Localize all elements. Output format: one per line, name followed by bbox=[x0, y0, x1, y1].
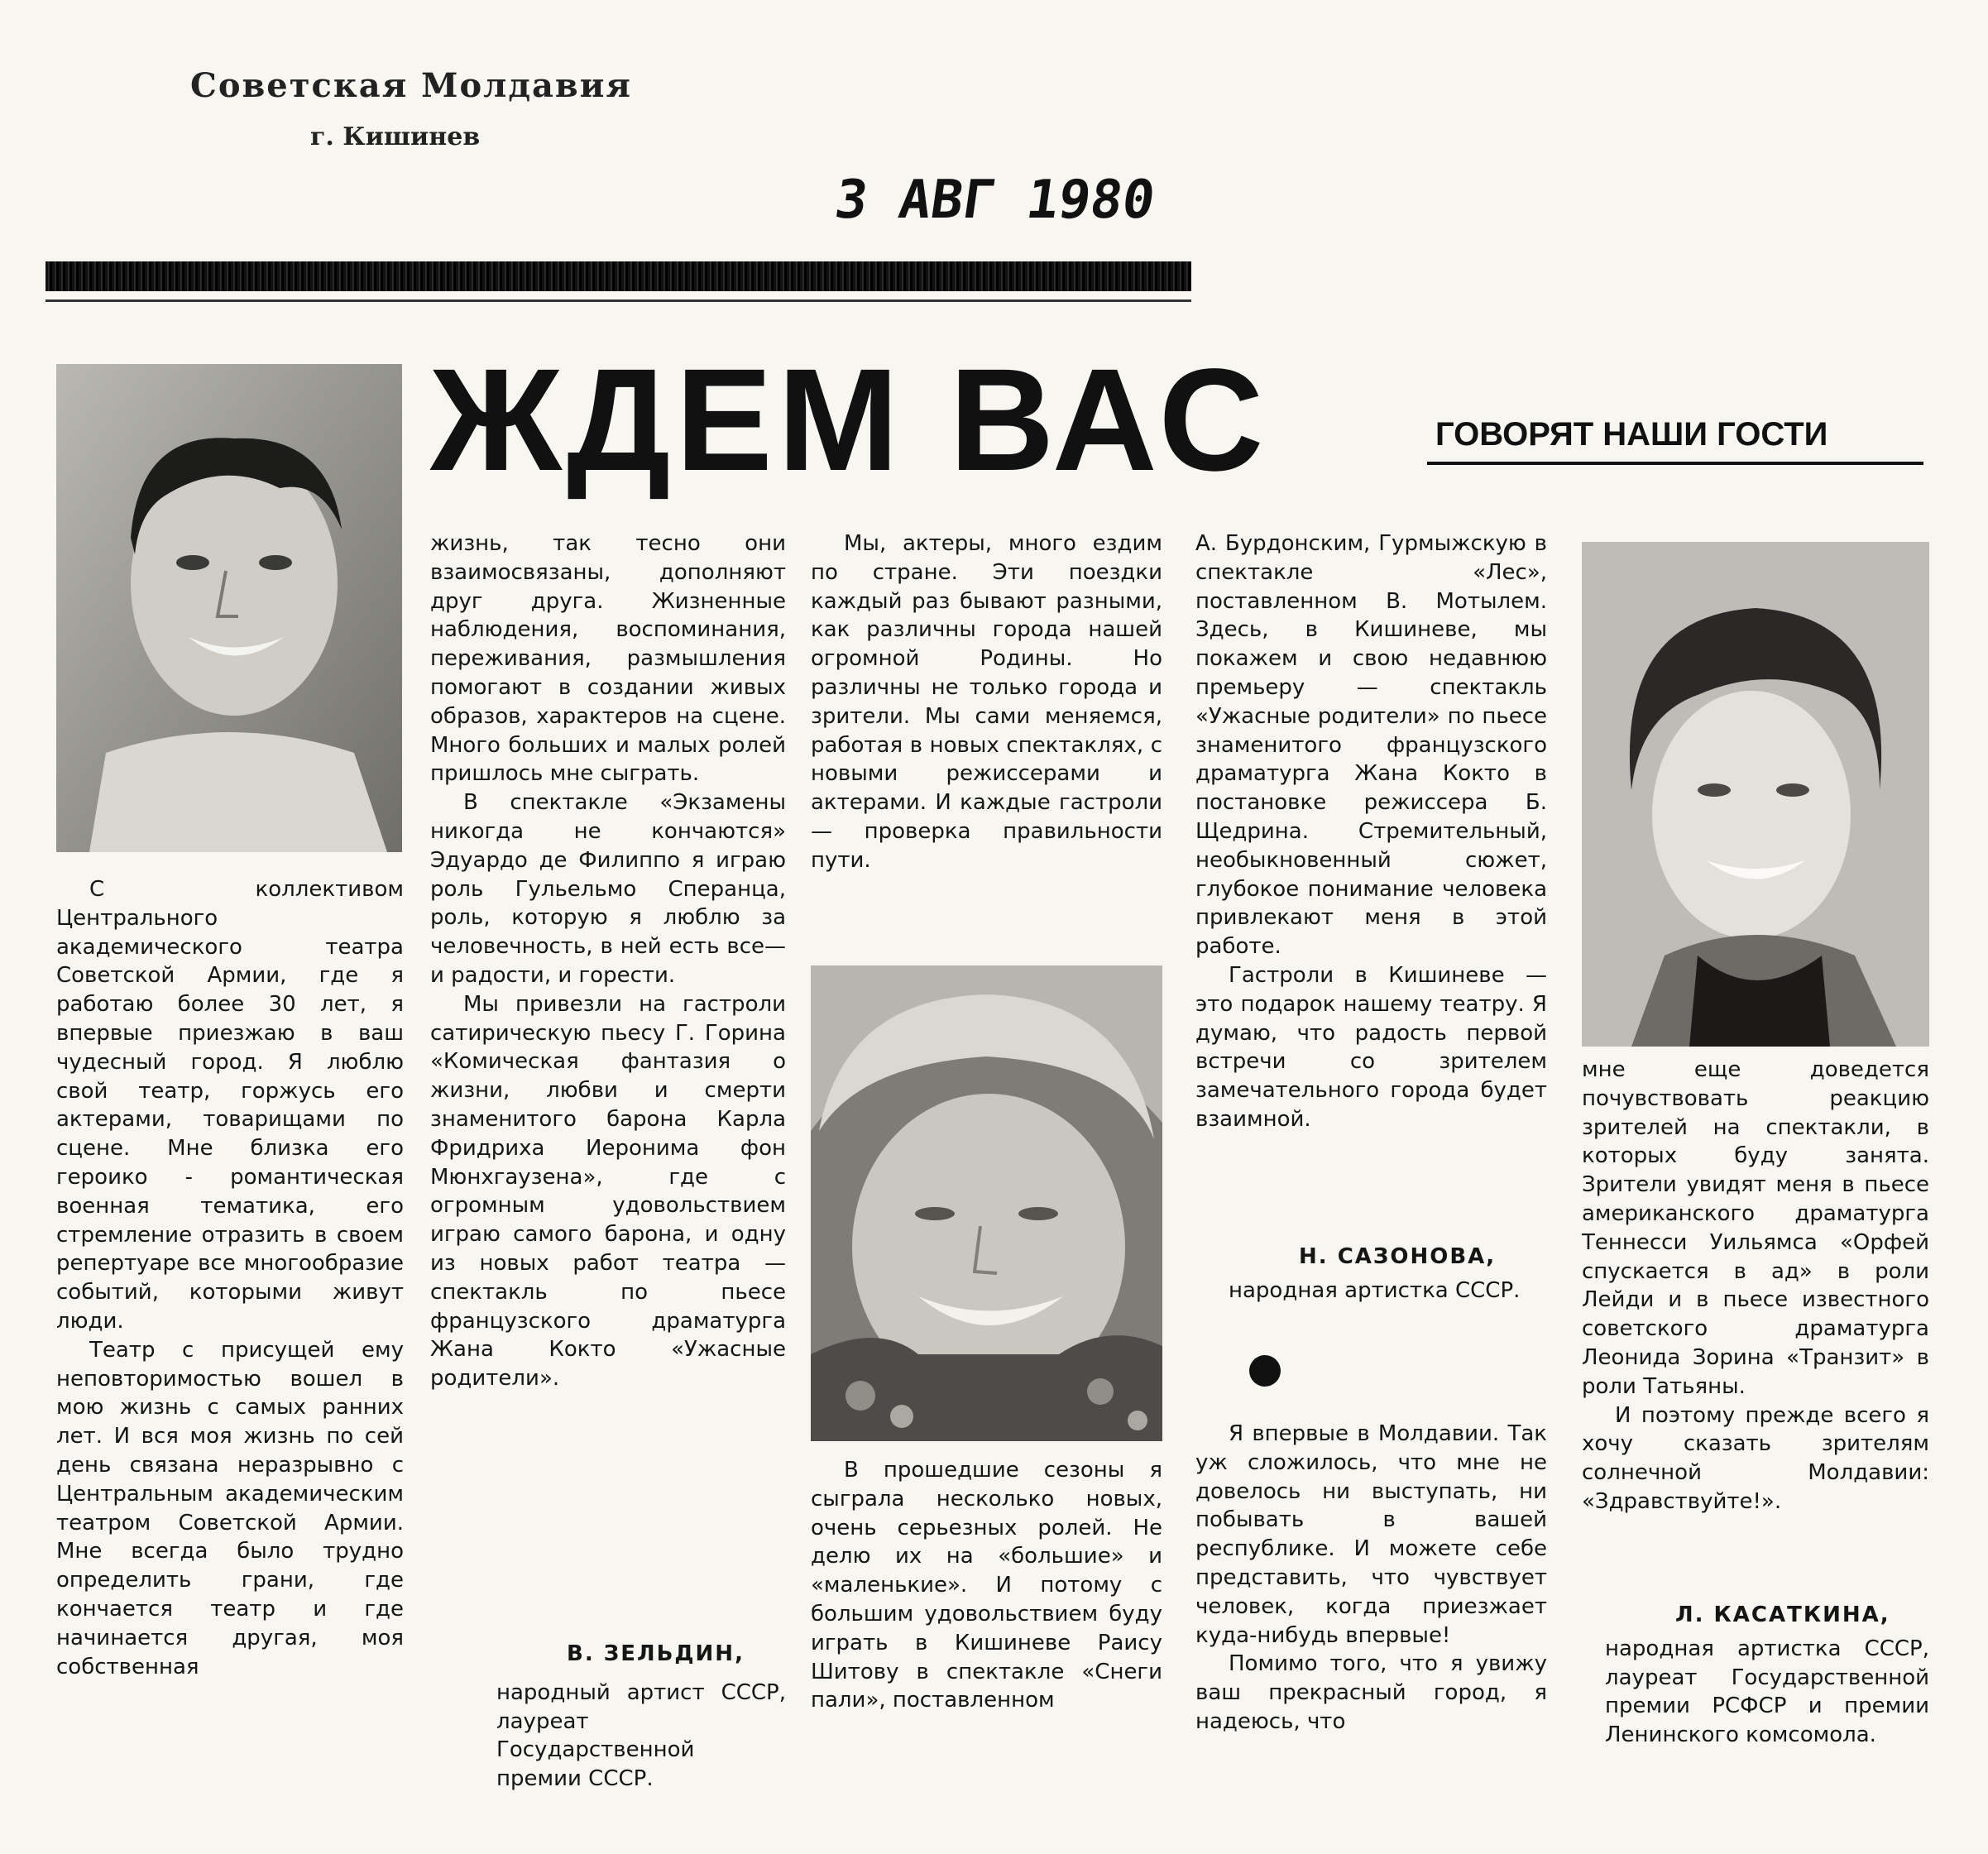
portrait-woman-hat-image bbox=[811, 965, 1162, 1441]
photo-sazonova bbox=[811, 965, 1162, 1441]
paragraph: А. Бурдонским, Гурмыжскую в спектакле «Лес», поставленном В. Мотылем. Здесь, в Кишиневе, мы покажем и свою недавнюю премьеру — спектакль «Ужасные родители» по пьесе знаменитого французского драматурга Жана Кокто в постановке режиссера Б. Щедрина. Стремительный, необыкновенный сюжет, глубокое понимание человека привлекают меня в этой работе. bbox=[1195, 531, 1547, 960]
sazonova-column-bottom bbox=[811, 1456, 1162, 1715]
paragraph: Мы, актеры, много ездим по стране. Эти поездки каждый раз бывают разными, как различны города нашей огромной Родины. Но различны не только города и зрители. Мы сами меняемся, работая в новых спектаклях, с новыми режиссерами и актерами. И каждые гастроли — проверка правильности пути. bbox=[811, 531, 1162, 873]
zeldin-signature bbox=[496, 1640, 786, 1794]
rubric: ГОВОРЯТ НАШИ ГОСТИ bbox=[1435, 416, 1828, 453]
newspaper-name: Советская Молдавия bbox=[190, 66, 632, 105]
paragraph: В прошедшие сезоны я сыграла несколько новых, очень серьезных ролей. Не делю их на «большие» и «маленькие». И потому с большим удовольствием буду играть в Кишиневе Раису Шитову в спектакле «Снеги пали», поставленном bbox=[811, 1458, 1162, 1713]
paragraph: Мы привезли на гастроли сатирическую пьесу Г. Горина «Комическая фантазия о жизни, любви и смерти знаменитого барона Карла Фридриха Иеронима фон Мюнхгаузена», где с огромным удовольствием играю самого барона, и одну из новых работ театра — спектакль по пьесе французского драматурга Жана Кокто «Ужасные родители». bbox=[430, 991, 786, 1392]
kasatkina-signature bbox=[1605, 1601, 1929, 1750]
photo-zeldin bbox=[56, 364, 402, 852]
sazonova-column-top bbox=[811, 529, 1162, 875]
signature-name: Н. САЗОНОВА, bbox=[1299, 1244, 1497, 1269]
photo-kasatkina bbox=[1582, 542, 1929, 1047]
paragraph: С коллективом Центрального академического театра Советской Армии, где я работаю более 30 лет, я впервые приезжаю в ваш чудесный город. Я люблю свой театр, горжусь его актерами, товарищами по сцене. Мне близка его героико - романтическая военная тематика, его стремление отразить в своем репертуаре все многообразие событий, которыми живут люди. bbox=[56, 877, 404, 1334]
sazonova-signature bbox=[1229, 1243, 1547, 1305]
date-stamp: 3 АВГ 1980 bbox=[831, 170, 1159, 231]
rubric-underline bbox=[1427, 462, 1923, 465]
section-separator-dot bbox=[1249, 1355, 1281, 1387]
masthead-rule bbox=[46, 261, 1191, 291]
sazonova-column-continued bbox=[1195, 529, 1547, 1134]
paragraph: Я впервые в Молдавии. Так уж сложилось, что мне не довелось ни выступать, ни побывать в вашей республике. И можете себе представить, что чувствует человек, когда приезжает куда-нибудь впервые! bbox=[1195, 1421, 1547, 1648]
paragraph: В спектакле «Экзамены никогда не кончаются» Эдуардо де Филиппо я играю роль Гульельмо Сперанца, роль, которую я люблю за человечность, в ней есть все—и радости, и горести. bbox=[430, 790, 786, 988]
paragraph: Гастроли в Кишиневе — это подарок нашему театру. Я думаю, что радость первой встречи со зрителем замечательного города будет взаимной. bbox=[1195, 962, 1547, 1132]
zeldin-column-2 bbox=[430, 529, 786, 1393]
signature-name: Л. КАСАТКИНА, bbox=[1675, 1602, 1890, 1627]
paragraph: Помимо того, что я увижу ваш прекрасный город, я надеюсь, что bbox=[1195, 1651, 1547, 1734]
zeldin-column-1 bbox=[56, 875, 404, 1681]
newspaper-city: г. Кишинев bbox=[310, 122, 481, 151]
kasatkina-column-2 bbox=[1582, 1056, 1929, 1516]
portrait-man-image bbox=[56, 364, 402, 852]
paragraph: И поэтому прежде всего я хочу сказать зрителям солнечной Молдавии: «Здравствуйте!». bbox=[1582, 1402, 1929, 1514]
signature-title: народный артист СССР, лауреат Государственной премии СССР. bbox=[496, 1679, 786, 1792]
headline: ЖДЕМ ВАС bbox=[430, 339, 1269, 501]
signature-title: народная артистка СССР, лауреат Государственной премии РСФСР и премии Ленинского комсомола. bbox=[1605, 1636, 1929, 1748]
kasatkina-column-1 bbox=[1195, 1420, 1547, 1737]
signature-name: В. ЗЕЛЬДИН, bbox=[567, 1641, 745, 1666]
portrait-woman-scarf-image bbox=[1582, 542, 1929, 1047]
paragraph: мне еще доведется почувствовать реакцию зрителей на спектакли, в которых буду занята. Зрители увидят меня в пьесе американского драматурга Теннесси Уильямса «Орфей спускается в ад» в роли Лейди и в пьесе известного советского драматурга Леонида Зорина «Транзит» в роли Татьяны. bbox=[1582, 1057, 1929, 1399]
paragraph: Театр с присущей ему неповторимостью вошел в мою жизнь с самых ранних лет. И вся моя жизнь по сей день связана неразрывно с Центральным академическим театром Советской Армии. Мне всегда было трудно определить грани, где кончается театр и где начинается другая, моя собственная bbox=[56, 1337, 404, 1679]
signature-title: народная артистка СССР. bbox=[1229, 1277, 1521, 1303]
paragraph: жизнь, так тесно они взаимосвязаны, дополняют друг друга. Жизненные наблюдения, воспоминания, переживания, размышления помогают в создании живых образов, характеров на сцене. Много больших и малых ролей пришлось мне сыграть. bbox=[430, 531, 786, 787]
masthead-thin-rule bbox=[46, 299, 1191, 302]
